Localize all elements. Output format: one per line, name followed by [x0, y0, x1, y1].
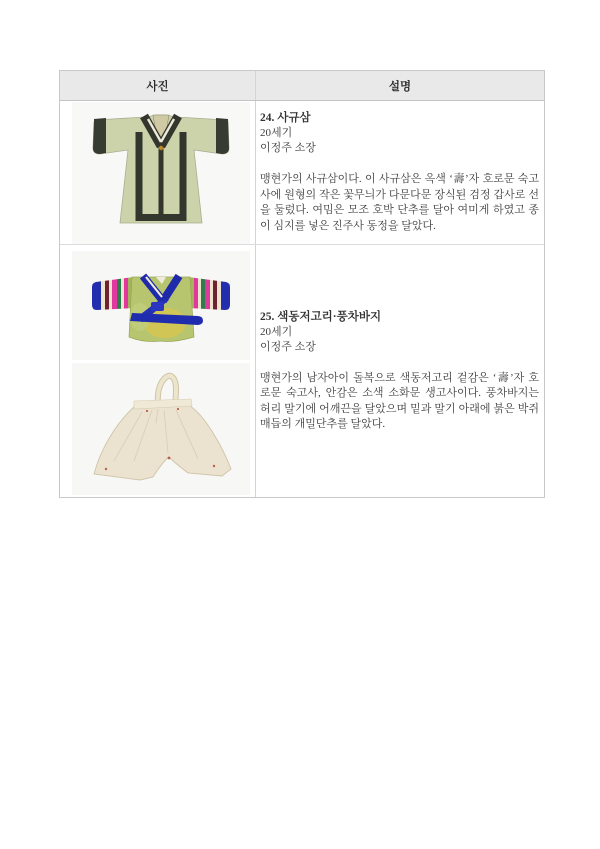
item-description: 맹현가의 사규삼이다. 이 사규삼은 옥색 ‘壽’자 호로문 숙고사에 원형의 작은 꽃무늬가 다문다문 장식된 검정 갑사로 선을 둘렀다. 여밈은 모조 호박 단추를 달아 여미게 하였고 종이 심지를 넣은 진주사 동정을 달았다. [260, 173, 539, 232]
desc-cell-sagyusam [256, 101, 544, 244]
item-period: 20세기 [260, 127, 293, 139]
item-title: 25. 색동저고리·풍차바지 [260, 310, 382, 323]
pungcha-baji-illustration [72, 363, 250, 495]
header-cell-desc [256, 71, 544, 100]
artifact-table [59, 70, 545, 498]
saekdong-jeogori-illustration [72, 251, 250, 360]
sagyusam-photo [72, 102, 250, 244]
item-period: 20세기 [260, 325, 293, 338]
item-owner: 이정주 소장 [260, 340, 316, 353]
table-row-sagyusam [60, 101, 544, 245]
header-label-photo: 사진 [146, 80, 169, 93]
saekdong-jeogori-photo [72, 251, 250, 360]
item-title: 24. 사규삼 [260, 112, 311, 124]
sagyusam-illustration [72, 102, 250, 244]
header-cell-photo [60, 71, 256, 100]
table-header-row [60, 71, 544, 101]
pungcha-baji-photo [72, 363, 250, 495]
photo-cell-sagyusam [60, 101, 256, 244]
header-label-desc: 설명 [388, 80, 412, 93]
desc-cell-saekdong [256, 245, 544, 497]
item-description: 맹현가의 남자아이 돌복으로 색동저고리 겉감은 ‘壽’자 호로문 숙고사, 안감은 소색 소화문 생고사이다. 풍차바지는 허리 말기에 어깨끈을 달았으며 밑과 말기 아래에 붉은 박쥐매듭의 개밀단추를 달았다. [260, 371, 539, 430]
item-owner: 이정주 소장 [260, 142, 316, 154]
table-row-saekdong [60, 245, 544, 497]
photo-cell-saekdong [60, 245, 256, 497]
